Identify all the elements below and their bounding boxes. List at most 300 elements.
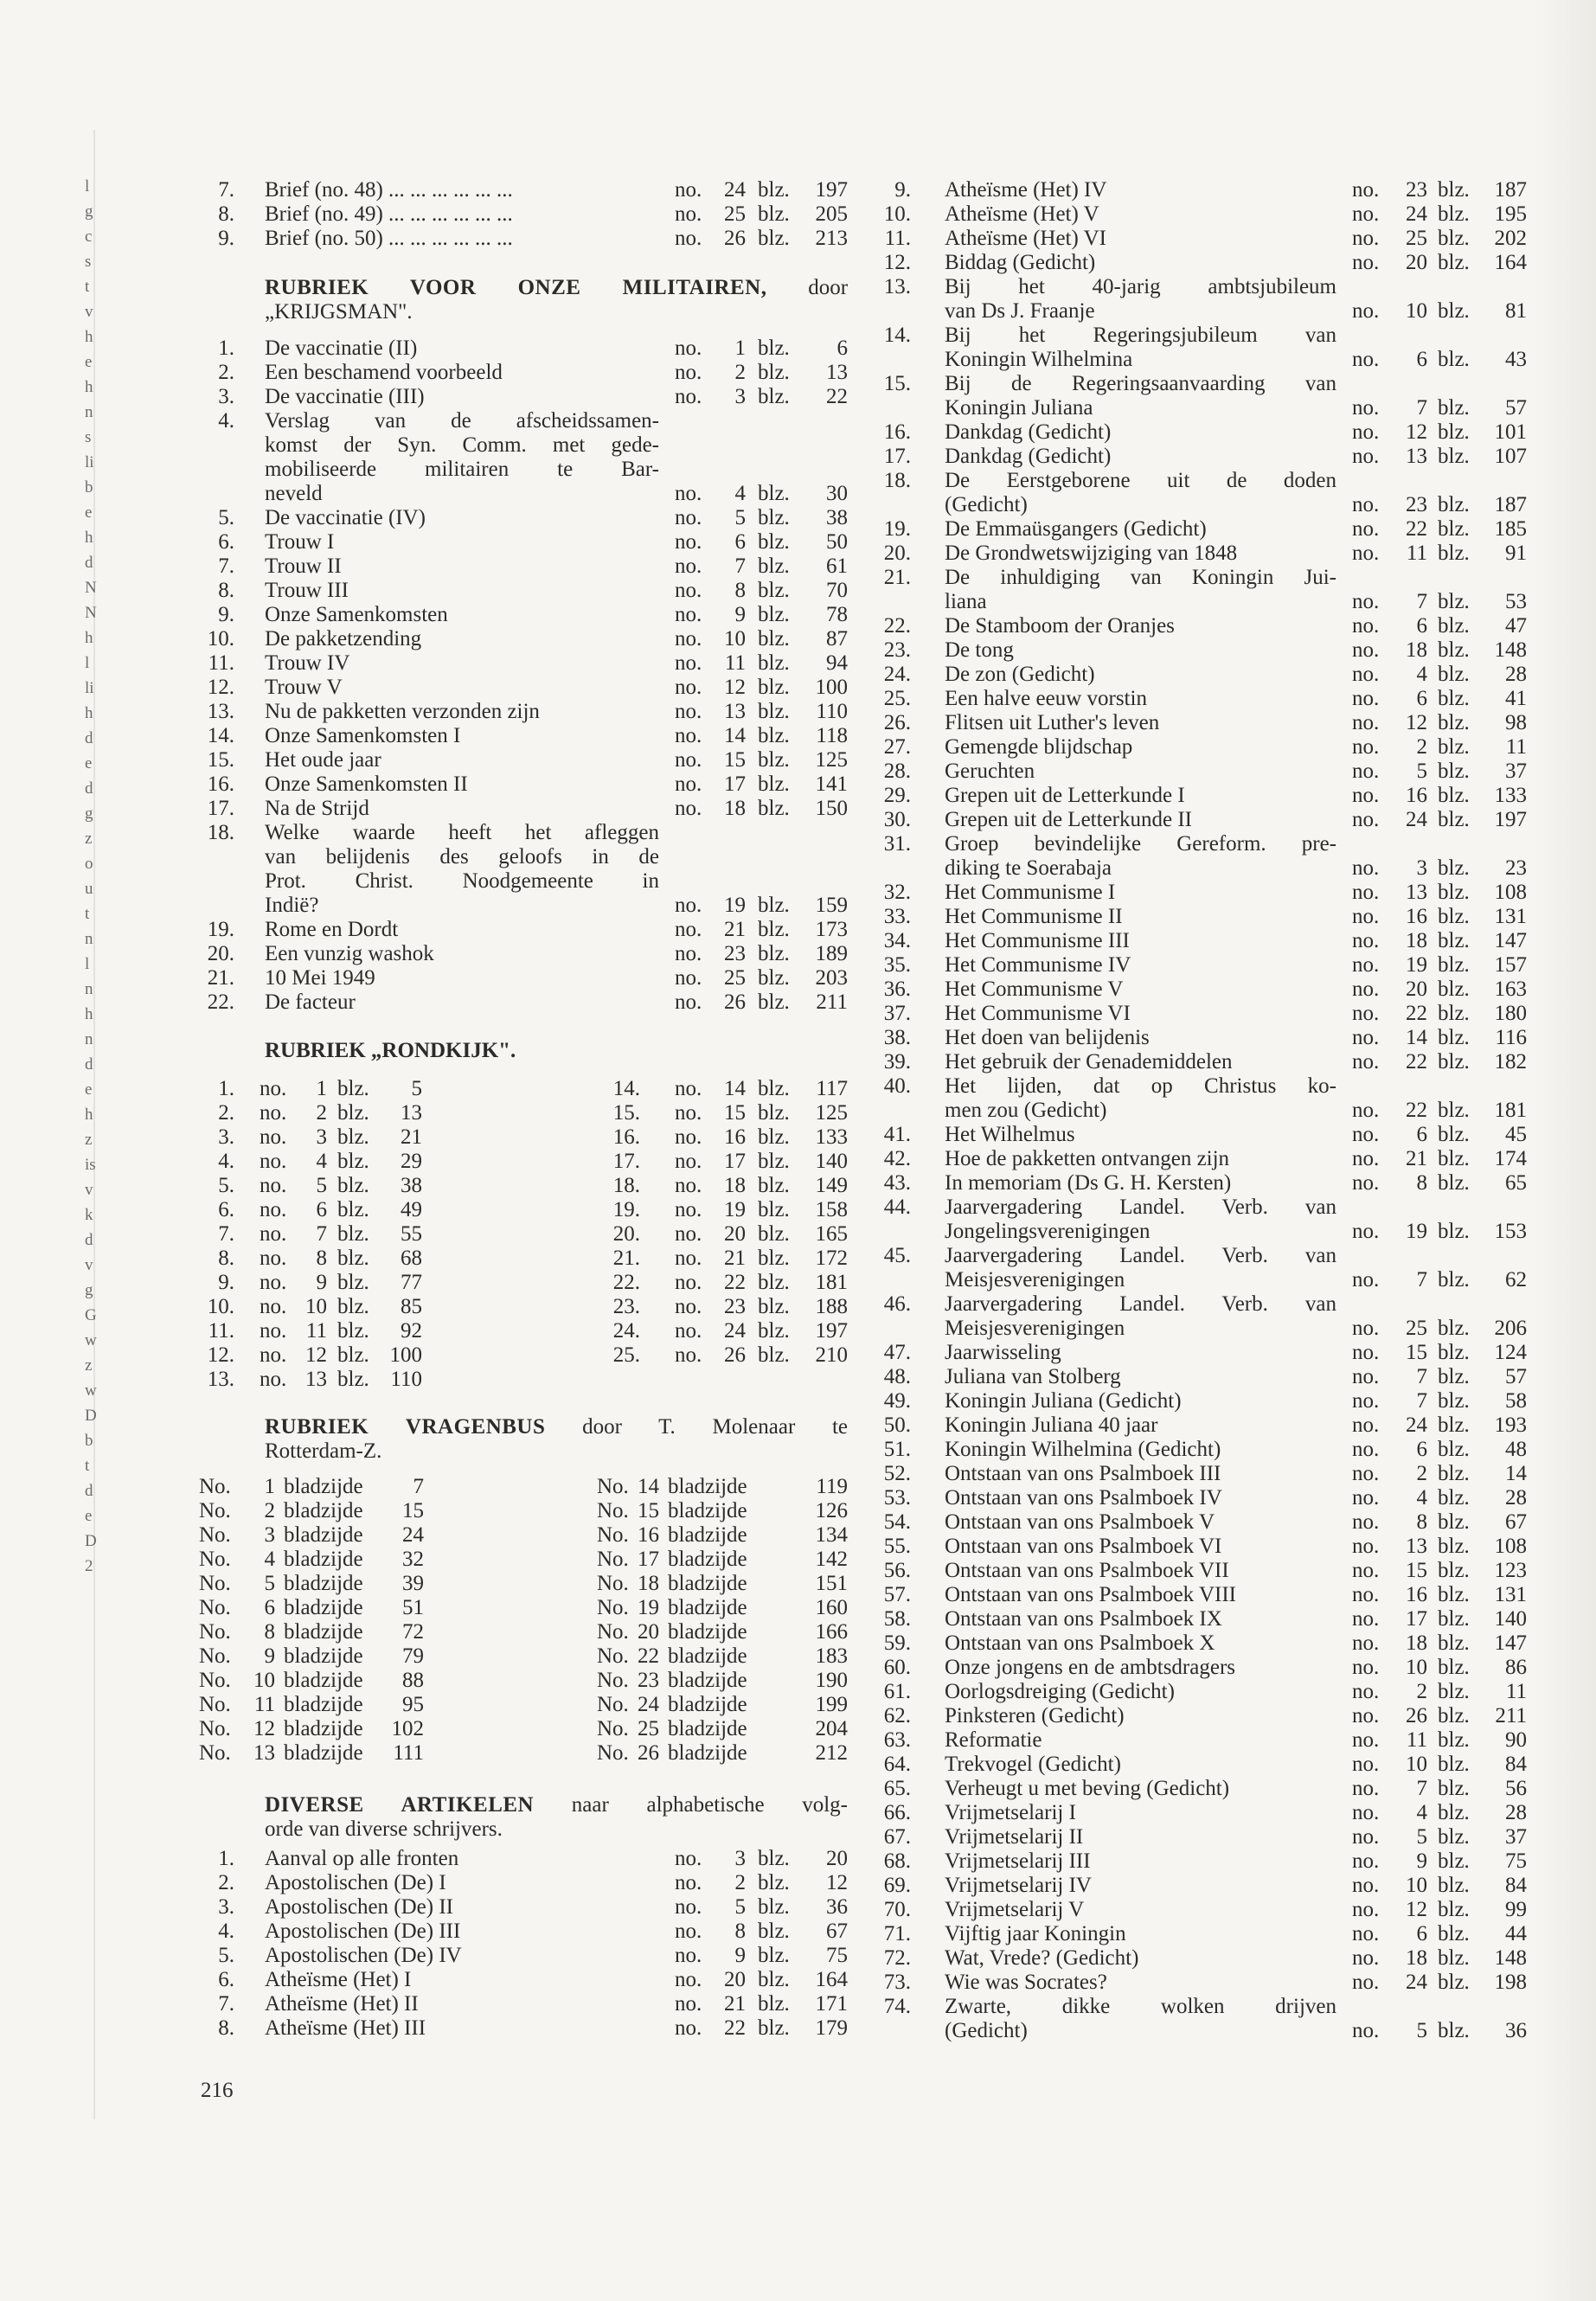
diverse-entry-issue-number: 10 (1406, 1656, 1427, 1679)
diverse-entry-blz-label: blz. (1438, 953, 1470, 977)
diverse-entry-issue-number: 18 (1406, 1946, 1427, 1970)
militairen-entry-issue-number: 1 (734, 336, 746, 360)
militairen-entry-no-label: no. (675, 942, 702, 965)
militairen-entry-blz-label: blz. (758, 336, 790, 360)
diverse-entry-page-number: 36 (826, 1895, 848, 1919)
diverse-entry-title: Jaarwisseling (945, 1341, 1061, 1364)
diverse-entry-no-label: no. (1352, 1317, 1380, 1340)
militairen-entry-issue-number: 3 (734, 385, 746, 408)
diverse-entry-page-number: 28 (1505, 663, 1527, 686)
diverse-entry-no-label: no. (1352, 929, 1380, 952)
margin-fragment: e (85, 1507, 93, 1525)
militairen-entry-blz-label: blz. (758, 918, 790, 941)
diverse-entry-blz-label: blz. (1438, 1317, 1470, 1340)
militairen-entry-page-number: 6 (836, 336, 848, 360)
diverse-entry-issue-number: 14 (1406, 1026, 1427, 1049)
margin-fragment: d (85, 554, 93, 572)
diverse-entry-title: Aanval op alle fronten (265, 1847, 459, 1870)
diverse-entry-no-label: no. (1352, 1801, 1380, 1824)
diverse-entry-blz-label: blz. (1438, 1147, 1470, 1170)
rondkijk-issue: 15 (724, 1101, 746, 1125)
rondkijk-page: 68 (401, 1247, 422, 1270)
rondkijk-page: 49 (401, 1198, 422, 1221)
diverse-entry-number: 48. (883, 1365, 911, 1388)
rondkijk-number: 9. (218, 1271, 234, 1294)
militairen-entry-issue-number: 21 (724, 918, 746, 941)
diverse-entry-no-label: no. (1352, 348, 1380, 371)
rondkijk-number: 5. (218, 1174, 234, 1197)
diverse-entry-number: 43. (883, 1171, 911, 1195)
diverse-entry-number: 61. (883, 1680, 911, 1703)
brief-entry-issue-number: 26 (724, 227, 746, 250)
vragenbus-heading (265, 1415, 848, 1439)
diverse-entry-blz-label: blz. (1438, 1801, 1470, 1824)
vragenbus-issue: 26 (638, 1741, 659, 1765)
diverse-entry-issue-number: 15 (1406, 1341, 1427, 1364)
militairen-entry-number: 19. (207, 918, 234, 941)
militairen-entry-blz-label: blz. (758, 627, 790, 651)
diverse-entry-page-number: 108 (1494, 1535, 1527, 1558)
margin-fragment: b (85, 1432, 93, 1450)
diverse-entry-issue-number: 23 (1406, 178, 1427, 202)
diverse-entry-issue-number: 24 (1406, 1971, 1427, 1994)
diverse-entry-blz-label: blz. (1438, 542, 1470, 565)
vragenbus-issue: 24 (638, 1693, 659, 1716)
militairen-entry-number: 3. (218, 385, 234, 408)
militairen-entry-number: 1. (218, 336, 234, 360)
brief-entry-no-label: no. (675, 178, 702, 202)
diverse-entry-no-label: no. (1352, 1365, 1380, 1388)
margin-fragment: h (85, 704, 93, 722)
diverse-entry-page-number: 84 (1505, 1874, 1527, 1897)
militairen-entry-page-number: 211 (816, 990, 848, 1014)
rondkijk-blz-label: blz. (337, 1222, 369, 1246)
rondkijk-number: 13. (207, 1368, 234, 1391)
diverse-entry-issue-number: 15 (1406, 1559, 1427, 1582)
diverse-entry-issue-number: 6 (1416, 614, 1427, 638)
diverse-entry-page-number: 131 (1494, 1583, 1527, 1606)
margin-fragment: z (85, 1356, 93, 1375)
diverse-entry-title: De inhuldiging van Koningin Jui- (945, 566, 1336, 589)
vragenbus-no-label: No. (199, 1475, 231, 1498)
diverse-entry-title: (Gedicht) (945, 493, 1028, 516)
vragenbus-issue: 6 (264, 1596, 275, 1619)
diverse-entry-number: 18. (883, 469, 911, 492)
diverse-entry-blz-label: blz. (758, 1944, 790, 1967)
diverse-entry-issue-number: 17 (1406, 1607, 1427, 1631)
diverse-entry-page-number: 56 (1505, 1777, 1527, 1800)
brief-entry-no-label: no. (675, 227, 702, 250)
vragenbus-issue: 2 (264, 1499, 275, 1522)
diverse-entry-blz-label: blz. (1438, 687, 1470, 710)
vragenbus-page: 151 (815, 1572, 848, 1595)
diverse-entry-blz-label: blz. (758, 1992, 790, 2016)
diverse-entry-issue-number: 9 (1416, 1849, 1427, 1873)
margin-fragment: D (85, 1407, 97, 1425)
diverse-entry-no-label: no. (1352, 178, 1380, 202)
rondkijk-no-label: no. (675, 1319, 702, 1343)
diverse-entry-no-label: no. (1352, 396, 1380, 420)
rondkijk-page: 110 (390, 1368, 422, 1391)
diverse-entry-number: 34. (883, 929, 911, 952)
rondkijk-number: 11. (208, 1319, 234, 1343)
diverse-entry-page-number: 131 (1494, 905, 1527, 928)
diverse-entry-number: 2. (218, 1871, 234, 1894)
diverse-entry-no-label: no. (1352, 1220, 1380, 1243)
diverse-entry-number: 57. (883, 1583, 911, 1606)
diverse-entry-page-number: 57 (1505, 396, 1527, 420)
rondkijk-no-label: no. (260, 1343, 287, 1367)
diverse-entry-no-label: no. (1352, 735, 1380, 759)
militairen-entry-page-number: 100 (815, 676, 848, 699)
diverse-entry-blz-label: blz. (1438, 1438, 1470, 1461)
vragenbus-issue: 1 (264, 1475, 275, 1498)
rondkijk-issue: 7 (316, 1222, 327, 1246)
diverse-entry-number: 55. (883, 1535, 911, 1558)
diverse-entry-title: Grepen uit de Letterkunde II (945, 808, 1192, 831)
margin-fragment: o (85, 855, 93, 873)
vragenbus-page-label: bladzijde (284, 1572, 363, 1595)
vragenbus-page-label: bladzijde (668, 1499, 747, 1522)
diverse-entry-page-number: 163 (1494, 977, 1527, 1001)
vragenbus-issue: 11 (253, 1693, 275, 1716)
rondkijk-no-label: no. (675, 1198, 702, 1221)
militairen-entry-issue-number: 23 (724, 942, 746, 965)
diverse-entry-blz-label: blz. (1438, 1777, 1470, 1800)
diverse-entry-blz-label: blz. (758, 1968, 790, 1991)
diverse-entry-page-number: 147 (1494, 929, 1527, 952)
militairen-entry-page-number: 50 (826, 530, 848, 554)
diverse-entry-issue-number: 25 (1406, 1317, 1427, 1340)
militairen-entry-no-label: no. (675, 990, 702, 1014)
diverse-entry-page-number: 45 (1505, 1123, 1527, 1146)
rondkijk-page: 100 (389, 1343, 422, 1367)
vragenbus-issue: 14 (638, 1475, 659, 1498)
vragenbus-page-label: bladzijde (284, 1717, 363, 1740)
diverse-entry-issue-number: 10 (1406, 299, 1427, 323)
rondkijk-page: 55 (401, 1222, 422, 1246)
militairen-entry-issue-number: 8 (734, 579, 746, 602)
vragenbus-heading-bold: RUBRIEK VRAGENBUS (265, 1415, 546, 1439)
diverse-entry-number: 46. (883, 1292, 911, 1316)
militairen-entry-number: 9. (218, 603, 234, 626)
diverse-entry-title: Atheïsme (Het) III (265, 2016, 426, 2040)
margin-fragment: n (85, 403, 93, 421)
diverse-entry-issue-number: 12 (1406, 420, 1427, 444)
rondkijk-number: 7. (218, 1222, 234, 1246)
vragenbus-no-label: No. (597, 1572, 629, 1595)
diverse-entry-title: Bij het 40-jarig ambtsjubileum (945, 275, 1336, 298)
militairen-entry-page-number: 38 (826, 506, 848, 529)
diverse-entry-issue-number: 18 (1406, 1631, 1427, 1655)
diverse-entry-blz-label: blz. (1438, 905, 1470, 928)
diverse-entry-blz-label: blz. (1438, 1825, 1470, 1849)
diverse-entry-issue-number: 24 (1406, 202, 1427, 226)
vragenbus-page: 51 (402, 1596, 424, 1619)
militairen-entry-issue-number: 10 (724, 627, 746, 651)
diverse-entry-no-label: no. (1352, 1002, 1380, 1025)
diverse-entry-page-number: 75 (1505, 1849, 1527, 1873)
vragenbus-no-label: No. (199, 1644, 231, 1668)
rondkijk-page: 13 (401, 1101, 422, 1125)
diverse-entry-blz-label: blz. (1438, 445, 1470, 468)
diverse-entry-title: De tong (945, 638, 1014, 662)
diverse-entry-blz-label: blz. (1438, 711, 1470, 734)
diverse-entry-issue-number: 2 (1416, 1462, 1427, 1485)
diverse-entry-title: De zon (Gedicht) (945, 663, 1095, 686)
diverse-entry-page-number: 28 (1505, 1801, 1527, 1824)
diverse-entry-no-label: no. (1352, 1874, 1380, 1897)
diverse-entry-issue-number: 7 (1416, 1365, 1427, 1388)
diverse-entry-title: De Grondwetswijziging van 1848 (945, 542, 1238, 565)
rondkijk-no-label: no. (675, 1125, 702, 1149)
rondkijk-number: 4. (218, 1150, 234, 1173)
diverse-entry-blz-label: blz. (1438, 1631, 1470, 1655)
diverse-entry-number: 40. (883, 1074, 911, 1098)
diverse-entry-title: Meisjesverenigingen (945, 1268, 1125, 1292)
diverse-entry-no-label: no. (1352, 663, 1380, 686)
page-edge-shadow (1535, 0, 1596, 2301)
vragenbus-page: 119 (816, 1475, 848, 1498)
rondkijk-blz-label: blz. (337, 1271, 369, 1294)
diverse-entry-issue-number: 22 (724, 2016, 746, 2040)
militairen-entry-number: 21. (207, 966, 234, 990)
militairen-entry-no-label: no. (675, 603, 702, 626)
diverse-entry-number: 41. (883, 1123, 911, 1146)
diverse-entry-title: Trekvogel (Gedicht) (945, 1753, 1121, 1776)
diverse-entry-number: 31. (883, 832, 911, 856)
militairen-entry-page-number: 87 (826, 627, 848, 651)
diverse-entry-title: Zwarte, dikke wolken drijven (945, 1995, 1336, 2018)
diverse-entry-no-label: no. (1352, 687, 1380, 710)
diverse-entry-number: 60. (883, 1656, 911, 1679)
rondkijk-blz-label: blz. (337, 1174, 369, 1197)
rondkijk-blz-label: blz. (758, 1343, 790, 1367)
vragenbus-page: 126 (815, 1499, 848, 1522)
rondkijk-number: 10. (207, 1295, 234, 1318)
diverse-entry-blz-label: blz. (1438, 638, 1470, 662)
diverse-entry-blz-label: blz. (1438, 1050, 1470, 1074)
diverse-entry-title: van Ds J. Fraanje (945, 299, 1095, 323)
diverse-entry-issue-number: 4 (1416, 663, 1427, 686)
militairen-entry-blz-label: blz. (758, 772, 790, 796)
rondkijk-blz-label: blz. (337, 1150, 369, 1173)
militairen-entry-issue-number: 14 (724, 724, 746, 747)
rondkijk-page: 165 (815, 1222, 848, 1246)
diverse-entry-issue-number: 19 (1406, 953, 1427, 977)
diverse-entry-blz-label: blz. (1438, 614, 1470, 638)
diverse-entry-issue-number: 16 (1406, 1583, 1427, 1606)
brief-entry-page-number: 213 (815, 227, 848, 250)
diverse-entry-page-number: 124 (1494, 1341, 1527, 1364)
diverse-entry-blz-label: blz. (1438, 881, 1470, 904)
militairen-entry-page-number: 118 (816, 724, 848, 747)
diverse-entry-issue-number: 20 (1406, 251, 1427, 274)
diverse-entry-no-label: no. (1352, 1438, 1380, 1461)
vragenbus-page-label: bladzijde (284, 1475, 363, 1498)
diverse-entry-title: Verheugt u met beving (Gedicht) (945, 1777, 1230, 1800)
militairen-entry-title: Het oude jaar (265, 748, 381, 772)
rondkijk-no-label: no. (260, 1295, 287, 1318)
vragenbus-issue: 10 (253, 1669, 275, 1692)
diverse-entry-page-number: 37 (1505, 1825, 1527, 1849)
militairen-entry-no-label: no. (675, 918, 702, 941)
vragenbus-page-label: bladzijde (668, 1693, 747, 1716)
diverse-entry-blz-label: blz. (1438, 735, 1470, 759)
diverse-entry-title: Hoe de pakketten ontvangen zijn (945, 1147, 1230, 1170)
militairen-entry-blz-label: blz. (758, 530, 790, 554)
diverse-entry-blz-label: blz. (1438, 1462, 1470, 1485)
diverse-entry-page-number: 36 (1505, 2019, 1527, 2042)
diverse-entry-issue-number: 25 (1406, 227, 1427, 250)
vragenbus-page: 212 (815, 1741, 848, 1765)
rondkijk-blz-label: blz. (758, 1295, 790, 1318)
diverse-entry-title: Pinksteren (Gedicht) (945, 1704, 1125, 1727)
diverse-entry-issue-number: 22 (1406, 1002, 1427, 1025)
militairen-entry-blz-label: blz. (758, 361, 790, 384)
margin-fragment: g (85, 1281, 93, 1299)
diverse-entry-no-label: no. (1352, 638, 1380, 662)
diverse-entry-title: Vrijmetselarij I (945, 1801, 1076, 1824)
diverse-entry-number: 17. (883, 445, 911, 468)
diverse-entry-page-number: 43 (1505, 348, 1527, 371)
diverse-entry-title: Het Communisme IV (945, 953, 1131, 977)
diverse-entry-page-number: 140 (1494, 1607, 1527, 1631)
militairen-entry-title: Rome en Dordt (265, 918, 399, 941)
diverse-entry-title: Een halve eeuw vorstin (945, 687, 1147, 710)
rondkijk-no-label: no. (260, 1101, 287, 1125)
militairen-heading-bold: RUBRIEK VOOR ONZE MILITAIREN, (265, 276, 767, 299)
diverse-entry-title: Bij de Regeringsaanvaarding van (945, 372, 1336, 395)
militairen-entry-no-label: no. (675, 579, 702, 602)
vragenbus-issue: 5 (264, 1572, 275, 1595)
diverse-entry-blz-label: blz. (1438, 1728, 1470, 1752)
militairen-entry-number: 16. (207, 772, 234, 796)
diverse-entry-issue-number: 16 (1406, 784, 1427, 807)
rondkijk-page: 158 (815, 1198, 848, 1221)
militairen-entry-blz-label: blz. (758, 990, 790, 1014)
diverse-entry-number: 59. (883, 1631, 911, 1655)
diverse-entry-issue-number: 23 (1406, 493, 1427, 516)
rondkijk-no-label: no. (260, 1077, 287, 1100)
diverse-entry-blz-label: blz. (1438, 1946, 1470, 1970)
vragenbus-page-label: bladzijde (284, 1523, 363, 1547)
rondkijk-issue: 13 (305, 1368, 327, 1391)
militairen-entry-page-number: 61 (826, 554, 848, 578)
diverse-entry-number: 51. (883, 1438, 911, 1461)
diverse-entry-number: 33. (883, 905, 911, 928)
militairen-entry-number: 13. (207, 700, 234, 723)
brief-entry-page-number: 197 (815, 178, 848, 202)
diverse-entry-page-number: 23 (1505, 856, 1527, 880)
diverse-entry-number: 47. (883, 1341, 911, 1364)
diverse-entry-number: 62. (883, 1704, 911, 1727)
diverse-entry-blz-label: blz. (758, 1920, 790, 1943)
diverse-entry-number: 45. (883, 1244, 911, 1267)
vragenbus-issue: 25 (638, 1717, 659, 1740)
diverse-entry-number: 1. (218, 1847, 234, 1870)
militairen-entry-issue-number: 19 (724, 894, 746, 917)
diverse-entry-number: 6. (218, 1968, 234, 1991)
brief-entry-blz-label: blz. (758, 202, 790, 226)
diverse-entry-page-number: 53 (1505, 590, 1527, 613)
rondkijk-no-label: no. (260, 1198, 287, 1221)
brief-entry-blz-label: blz. (758, 227, 790, 250)
margin-fragment: t (85, 278, 90, 296)
diverse-entry-issue-number: 7 (1416, 1389, 1427, 1413)
diverse-entry-title: Het Communisme III (945, 929, 1130, 952)
militairen-entry-number: 14. (207, 724, 234, 747)
diverse-entry-title: Atheïsme (Het) I (265, 1968, 412, 1991)
diverse-entry-blz-label: blz. (1438, 251, 1470, 274)
rondkijk-blz-label: blz. (758, 1125, 790, 1149)
margin-fragment: d (85, 1482, 93, 1500)
diverse-entry-title: Koningin Juliana (945, 396, 1093, 420)
rondkijk-number: 15. (612, 1101, 640, 1125)
rondkijk-issue: 23 (724, 1295, 746, 1318)
militairen-entry-number: 4. (218, 409, 234, 433)
diverse-entry-title: Apostolischen (De) I (265, 1871, 446, 1894)
diverse-entry-title: Atheïsme (Het) IV (945, 178, 1107, 202)
rondkijk-no-label: no. (675, 1247, 702, 1270)
vragenbus-issue: 20 (638, 1620, 659, 1644)
margin-fragment: z (85, 830, 93, 848)
diverse-entry-number: 21. (883, 566, 911, 589)
rondkijk-number: 24. (612, 1319, 640, 1343)
diverse-entry-issue-number: 11 (1406, 1728, 1427, 1752)
diverse-entry-page-number: 12 (826, 1871, 848, 1894)
rondkijk-issue: 10 (305, 1295, 327, 1318)
rondkijk-blz-label: blz. (758, 1319, 790, 1343)
diverse-entry-blz-label: blz. (1438, 808, 1470, 831)
militairen-entry-blz-label: blz. (758, 603, 790, 626)
diverse-entry-title: Ontstaan van ons Psalmboek IV (945, 1486, 1222, 1509)
margin-fragment: l (85, 654, 90, 672)
diverse-entry-no-label: no. (1352, 1922, 1380, 1945)
rondkijk-heading: RUBRIEK „RONDKIJK". (265, 1039, 516, 1062)
militairen-entry-no-label: no. (675, 966, 702, 990)
margin-fragment: e (85, 1080, 93, 1099)
militairen-entry-number: 18. (207, 821, 234, 844)
margin-fragment: G (85, 1306, 97, 1324)
rondkijk-blz-label: blz. (758, 1198, 790, 1221)
diverse-entry-title: Jaarvergadering Landel. Verb. van (945, 1195, 1336, 1219)
diverse-entry-issue-number: 7 (1416, 590, 1427, 613)
rondkijk-issue: 18 (724, 1174, 746, 1197)
vragenbus-no-label: No. (597, 1523, 629, 1547)
diverse-entry-issue-number: 18 (1406, 929, 1427, 952)
diverse-entry-title: Het gebruik der Genademiddelen (945, 1050, 1233, 1074)
vragenbus-no-label: No. (199, 1669, 231, 1692)
vragenbus-page: 134 (815, 1523, 848, 1547)
militairen-entry-blz-label: blz. (758, 579, 790, 602)
margin-fragment: li (85, 453, 94, 471)
diverse-entry-page-number: 99 (1505, 1898, 1527, 1921)
diverse-entry-title: Atheïsme (Het) II (265, 1992, 419, 2016)
militairen-entry-no-label: no. (675, 748, 702, 772)
diverse-entry-title: Vrijmetselarij IV (945, 1874, 1092, 1897)
diverse-entry-no-label: no. (675, 1944, 702, 1967)
margin-fragment: d (85, 1231, 93, 1249)
diverse-entry-no-label: no. (1352, 1631, 1380, 1655)
diverse-entry-number: 3. (218, 1895, 234, 1919)
diverse-entry-title: Jaarvergadering Landel. Verb. van (945, 1244, 1336, 1267)
diverse-entry-page-number: 133 (1494, 784, 1527, 807)
diverse-entry-number: 32. (883, 881, 911, 904)
vragenbus-no-label: No. (199, 1741, 231, 1765)
adjacent-page-margin-fragments (85, 178, 106, 1575)
margin-fragment: b (85, 478, 93, 497)
